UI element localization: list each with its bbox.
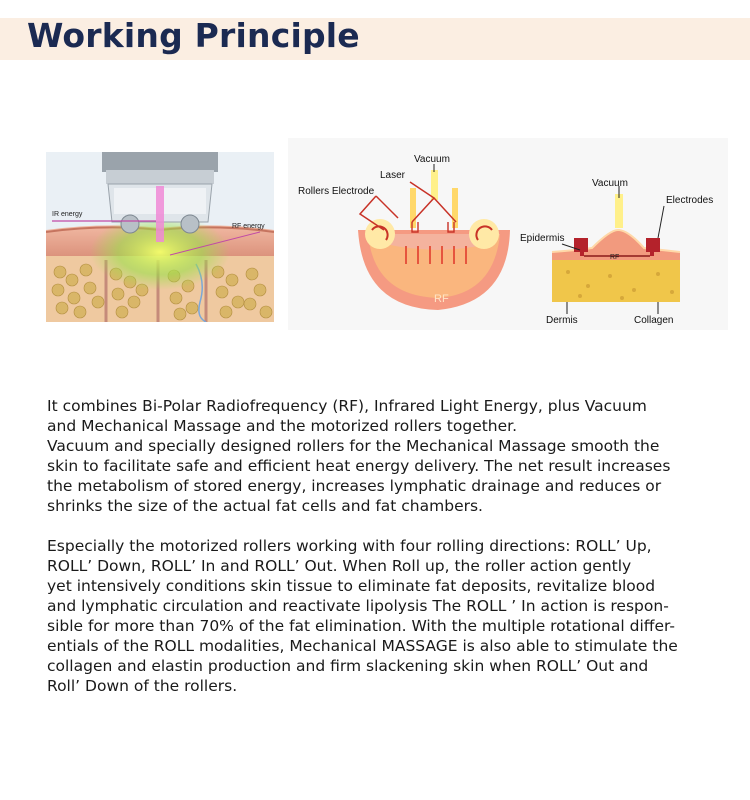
epidermis-label: Epidermis xyxy=(520,233,565,244)
collagen-label: Collagen xyxy=(634,315,674,326)
electrodes-label: Electrodes xyxy=(666,195,714,206)
page-title: Working Principle xyxy=(27,16,360,55)
ir-energy-label: IR energy xyxy=(52,211,83,218)
rf-label: RF xyxy=(434,293,449,305)
intro-paragraph: It combines Bi-Polar Radiofrequency (RF), Infrared Light Energy, plus Vacuum and Mechanical Massage and the motorized rollers together. Vacuum and specially designed rollers for the Mechanical Massage smooth the skin to facilitate safe and efficient heat energy delivery. The net result increases the metabolism of stored energy, increases lymphatic drainage and reduces or shrinks the size of the actual fat cells and fat chambers. xyxy=(47,397,671,515)
laser-label: Laser xyxy=(380,170,406,181)
skin-layer-diagram xyxy=(518,138,728,330)
vacuum-label-middle: Vacuum xyxy=(414,154,450,165)
vacuum-label-right: Vacuum xyxy=(592,178,628,189)
rollers-paragraph: Especially the motorized rollers working with four rolling directions: ROLL’ Up, ROLL’ Down, ROLL’ In and ROLL’ Out. When Roll up, the roller action gently yet intensively conditions skin tissue to eliminate fat deposits, revitalize blood and lymphatic circulation and reactivate lipolysis The ROLL ’ In action is respon- sible for more than 70% of the fat elimination. With the multiple rotational differ- entials of the ROLL modalities, Mechanical MASSAGE is also able to stimulate the collagen and elastin production and firm slackening skin when ROLL’ Out and Roll’ Down of the rollers. xyxy=(47,537,678,695)
dermis-label: Dermis xyxy=(546,315,578,326)
roller-electrode-diagram xyxy=(288,138,518,330)
rf-label-right: RF xyxy=(610,254,620,261)
device-illustration xyxy=(46,152,274,322)
rf-energy-label: RF energy xyxy=(232,223,265,230)
rollers-electrode-label: Rollers Electrode xyxy=(298,186,375,197)
